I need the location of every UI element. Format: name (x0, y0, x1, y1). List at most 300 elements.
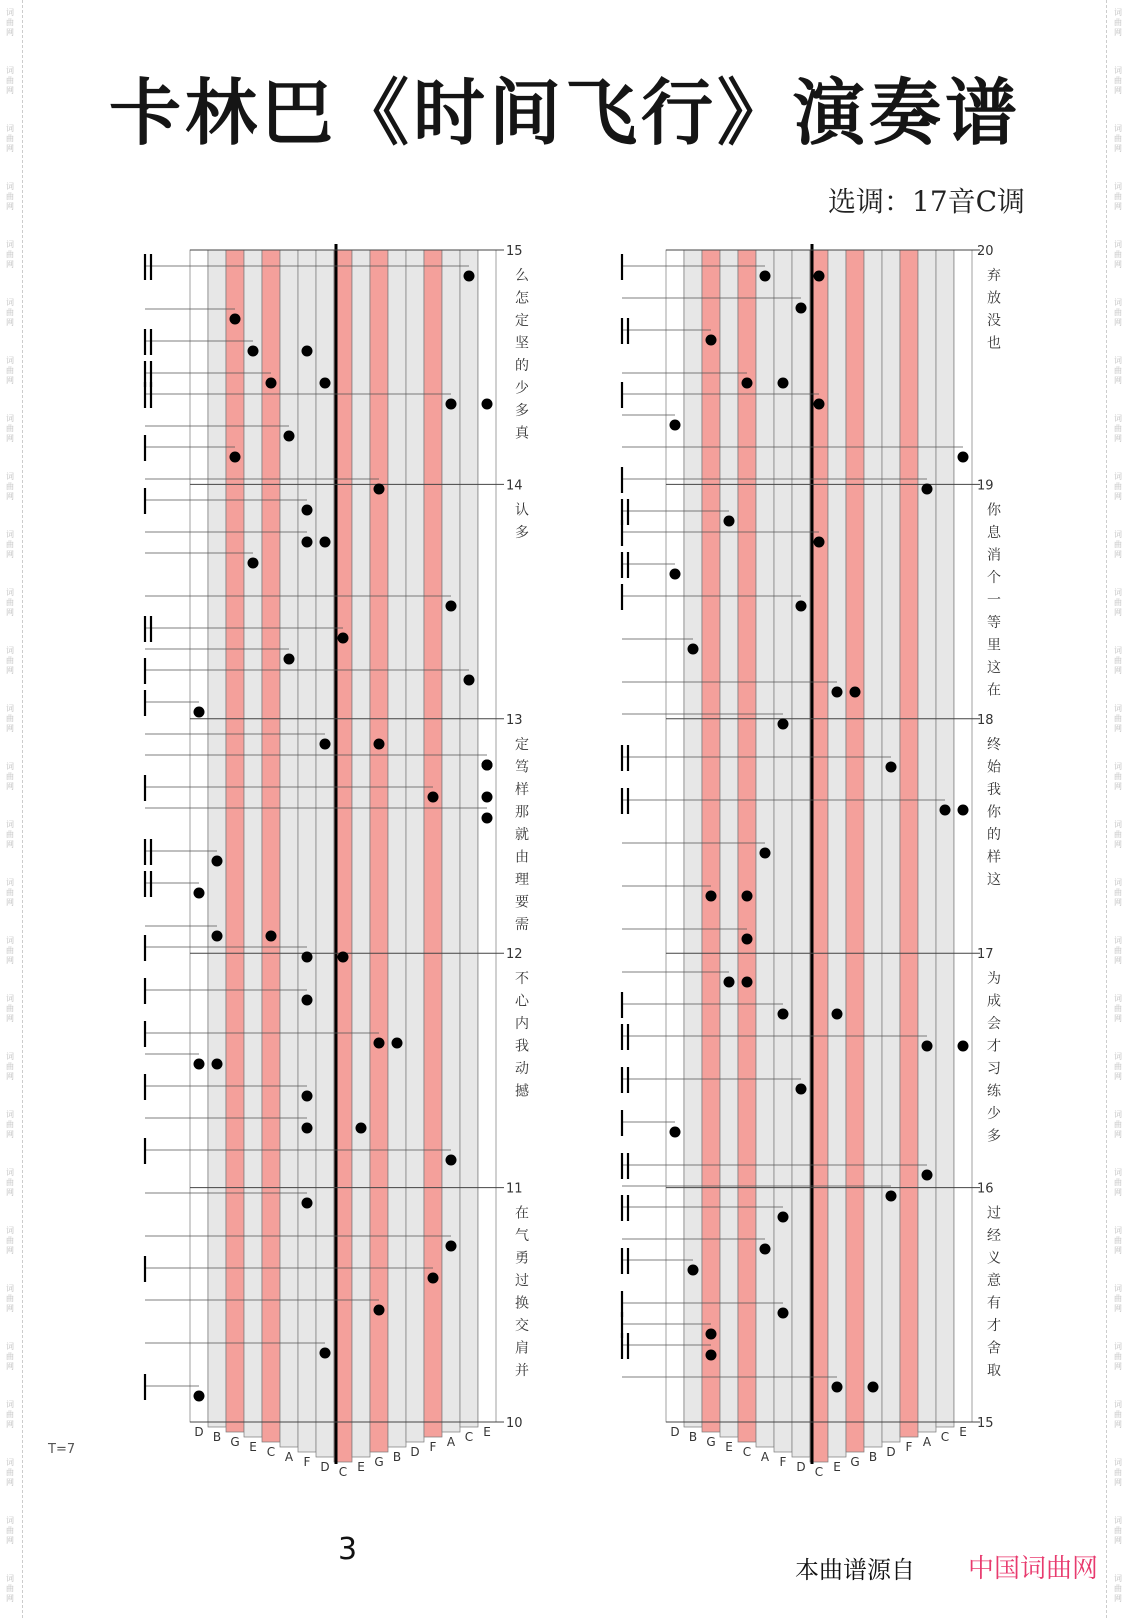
note-dot (796, 303, 807, 314)
note-dot (832, 1009, 843, 1020)
watermark-text: 词曲网 (1114, 66, 1122, 95)
lyric-char: 练 (987, 1083, 1001, 1100)
note-dot (356, 1123, 367, 1134)
lyric-char: 少 (515, 380, 529, 397)
note-dot (374, 1038, 385, 1049)
watermark-text: 词曲网 (1114, 588, 1122, 617)
key-label: C (940, 1430, 950, 1444)
watermark-text: 词曲网 (1114, 8, 1122, 37)
note-dot (248, 346, 259, 357)
note-dot (850, 687, 861, 698)
lyric-char: 样 (987, 849, 1001, 866)
lyric-char: 放 (987, 290, 1001, 307)
watermark-text: 词曲网 (1114, 414, 1122, 443)
note-dot (706, 335, 717, 346)
note-dot (392, 1038, 403, 1049)
note-dot (778, 1009, 789, 1020)
tine-column (370, 250, 388, 1452)
lyric-char: 经 (987, 1228, 1001, 1245)
lyric-char: 的 (515, 358, 529, 374)
lyric-char: 认 (515, 502, 529, 519)
key-label: C (266, 1445, 276, 1459)
tine-column (280, 250, 298, 1447)
note-dot (464, 271, 475, 282)
tine-column (442, 250, 460, 1432)
watermark-text: 词曲网 (1114, 1284, 1122, 1313)
lyric-char: 要 (515, 894, 529, 911)
key-label: G (374, 1455, 384, 1469)
note-dot (778, 1212, 789, 1223)
note-dot (320, 1348, 331, 1359)
note-dot (230, 314, 241, 325)
key-label: E (833, 1460, 841, 1474)
note-dot (886, 1191, 897, 1202)
tine-column (460, 250, 478, 1427)
key-label: B (212, 1430, 222, 1444)
right-dashed-border (1106, 0, 1107, 1618)
tempo-label: T=7 (48, 1442, 76, 1457)
lyric-char: 笃 (515, 759, 529, 776)
note-dot (338, 952, 349, 963)
note-dot (886, 762, 897, 773)
watermark-text: 词曲网 (1114, 182, 1122, 211)
key-label: G (706, 1435, 716, 1449)
lyric-char: 怎 (515, 290, 529, 307)
note-dot (778, 1308, 789, 1319)
watermark-text: 词曲网 (6, 1284, 14, 1313)
key-label: G (230, 1435, 240, 1449)
measure-number: 20 (977, 244, 994, 259)
lyric-char: 我 (515, 1038, 529, 1055)
tine-column (208, 250, 226, 1427)
watermark-text: 词曲网 (6, 1516, 14, 1545)
lyric-char: 成 (987, 993, 1001, 1010)
watermark-text: 词曲网 (1114, 1342, 1122, 1371)
note-dot (814, 537, 825, 548)
note-dot (778, 378, 789, 389)
key-label: F (429, 1440, 437, 1454)
note-dot (374, 1305, 385, 1316)
watermark-text: 词曲网 (6, 1342, 14, 1371)
lyric-char: 交 (515, 1318, 529, 1335)
lyric-char: 意 (987, 1273, 1001, 1290)
note-dot (320, 537, 331, 548)
watermark-text: 词曲网 (1114, 1110, 1122, 1139)
lyric-char: 并 (515, 1363, 529, 1380)
watermark-text: 词曲网 (1114, 820, 1122, 849)
watermark-text: 词曲网 (1114, 1574, 1122, 1603)
tine-column (792, 250, 810, 1457)
lyric-char: 为 (987, 971, 1001, 988)
measure-number: 11 (506, 1181, 523, 1197)
note-dot (212, 1059, 223, 1070)
note-dot (724, 516, 735, 527)
key-label: F (779, 1455, 787, 1469)
tine-column (720, 250, 738, 1437)
note-dot (814, 271, 825, 282)
note-dot (814, 399, 825, 410)
lyric-char: 动 (515, 1061, 529, 1078)
watermark-text: 词曲网 (1114, 646, 1122, 675)
lyric-char: 没 (987, 313, 1001, 329)
tine-column (954, 250, 972, 1422)
note-dot (302, 1198, 313, 1209)
watermark-text: 词曲网 (1114, 1052, 1122, 1081)
measure-number: 17 (977, 947, 994, 963)
note-dot (302, 995, 313, 1006)
lyric-char: 多 (515, 403, 529, 419)
watermark-text: 词曲网 (1114, 762, 1122, 791)
note-dot (760, 271, 771, 282)
lyric-char: 真 (515, 425, 529, 442)
watermark-text: 词曲网 (1114, 878, 1122, 907)
watermark-text: 词曲网 (6, 182, 14, 211)
watermark-text: 词曲网 (6, 472, 14, 501)
watermark-text: 词曲网 (1114, 994, 1122, 1023)
measure-number: 16 (977, 1181, 994, 1197)
lyric-char: 定 (515, 736, 529, 753)
lyric-char: 你 (987, 804, 1001, 821)
note-dot (482, 760, 493, 771)
lyric-char: 我 (987, 781, 1001, 798)
watermark-text: 词曲网 (1114, 1458, 1122, 1487)
key-label: A (446, 1435, 456, 1449)
tine-column (864, 250, 882, 1447)
lyric-char: 这 (987, 871, 1001, 888)
key-label: C (338, 1465, 348, 1479)
note-dot (464, 675, 475, 686)
note-dot (742, 891, 753, 902)
note-dot (428, 1273, 439, 1284)
note-dot (482, 399, 493, 410)
lyric-char: 多 (515, 524, 529, 541)
watermark-text: 词曲网 (1114, 1226, 1122, 1255)
watermark-text: 词曲网 (6, 240, 14, 269)
lyric-char: 过 (987, 1205, 1001, 1222)
note-dot (706, 891, 717, 902)
note-dot (482, 813, 493, 824)
lyric-char: 终 (987, 736, 1001, 753)
tine-column (406, 250, 424, 1442)
left-tablature (0, 0, 565, 1530)
right-watermark-strip (1108, 0, 1130, 1618)
tine-column (828, 250, 846, 1457)
note-dot (302, 537, 313, 548)
lyric-char: 由 (515, 849, 529, 866)
key-label: F (905, 1440, 913, 1454)
note-dot (446, 1241, 457, 1252)
lyric-char: 多 (987, 1128, 1001, 1145)
key-label: D (320, 1460, 330, 1474)
lyric-char: 不 (515, 971, 529, 988)
note-dot (670, 1127, 681, 1138)
note-dot (212, 856, 223, 867)
key-label: C (464, 1430, 474, 1444)
note-dot (922, 484, 933, 495)
key-label: G (850, 1455, 860, 1469)
watermark-text: 词曲网 (1114, 704, 1122, 733)
note-dot (284, 654, 295, 665)
lyric-char: 有 (987, 1295, 1001, 1312)
note-dot (302, 952, 313, 963)
lyric-char: 才 (987, 1038, 1001, 1055)
measure-number: 19 (977, 478, 994, 494)
watermark-text: 词曲网 (1114, 530, 1122, 559)
page-number: 3 (338, 1532, 358, 1567)
measure-number: 18 (977, 712, 994, 728)
lyric-char: 才 (987, 1318, 1001, 1335)
watermark-text: 词曲网 (6, 1052, 14, 1081)
lyric-char: 习 (987, 1061, 1001, 1078)
note-dot (958, 1041, 969, 1052)
note-dot (742, 378, 753, 389)
watermark-text: 词曲网 (6, 936, 14, 965)
lyric-char: 义 (987, 1250, 1001, 1267)
note-dot (230, 452, 241, 463)
key-label: B (392, 1450, 402, 1464)
note-dot (832, 687, 843, 698)
watermark-text: 词曲网 (6, 1400, 14, 1429)
tine-column (738, 250, 756, 1442)
note-dot (194, 707, 205, 718)
watermark-text: 词曲网 (6, 8, 14, 37)
lyric-char: 换 (515, 1295, 529, 1312)
lyric-char: 始 (987, 759, 1001, 776)
note-dot (338, 633, 349, 644)
note-dot (266, 931, 277, 942)
lyric-char: 撼 (515, 1083, 529, 1100)
watermark-text: 词曲网 (6, 414, 14, 443)
note-dot (922, 1170, 933, 1181)
watermark-text: 词曲网 (6, 994, 14, 1023)
lyric-char: 就 (515, 826, 529, 843)
lyric-char: 那 (515, 804, 529, 821)
watermark-text: 词曲网 (6, 1574, 14, 1603)
note-dot (760, 848, 771, 859)
note-dot (446, 399, 457, 410)
lyric-char: 消 (987, 547, 1001, 564)
tine-column (262, 250, 280, 1442)
note-dot (194, 1059, 205, 1070)
lyric-char: 需 (515, 916, 529, 933)
measure-number: 12 (506, 947, 523, 963)
key-label: C (814, 1465, 824, 1479)
lyric-char: 会 (987, 1016, 1001, 1033)
note-dot (706, 1350, 717, 1361)
tine-column (352, 250, 370, 1457)
watermark-text: 词曲网 (1114, 240, 1122, 269)
tine-column (774, 250, 792, 1452)
tine-column (702, 250, 720, 1432)
tine-column (244, 250, 262, 1437)
lyric-char: 也 (987, 335, 1001, 352)
lyric-char: 么 (515, 268, 529, 284)
note-dot (670, 569, 681, 580)
key-label: E (249, 1440, 257, 1454)
watermark-text: 词曲网 (1114, 356, 1122, 385)
key-label: C (742, 1445, 752, 1459)
watermark-text: 词曲网 (6, 1110, 14, 1139)
tine-column (936, 250, 954, 1427)
note-dot (302, 1091, 313, 1102)
key-label: E (483, 1425, 491, 1439)
lyric-char: 息 (987, 524, 1001, 541)
note-dot (302, 505, 313, 516)
tine-column (882, 250, 900, 1442)
note-dot (194, 1391, 205, 1402)
note-dot (446, 601, 457, 612)
lyric-char: 肩 (515, 1340, 529, 1357)
note-dot (446, 1155, 457, 1166)
page-title: 卡林巴《时间飞行》演奏谱 (108, 71, 1021, 155)
lyric-char: 弃 (987, 268, 1001, 284)
tine-column (388, 250, 406, 1447)
tine-column (298, 250, 316, 1452)
lyric-char: 理 (515, 871, 529, 888)
tine-column (918, 250, 936, 1432)
note-dot (688, 644, 699, 655)
note-dot (868, 1382, 879, 1393)
note-dot (922, 1041, 933, 1052)
watermark-text: 词曲网 (6, 1226, 14, 1255)
watermark-text: 词曲网 (6, 124, 14, 153)
lyric-char: 气 (515, 1228, 529, 1245)
note-dot (670, 420, 681, 431)
note-dot (796, 601, 807, 612)
key-label: D (886, 1445, 896, 1459)
note-dot (320, 739, 331, 750)
lyric-char: 过 (515, 1273, 529, 1290)
key-label: B (868, 1450, 878, 1464)
note-dot (742, 934, 753, 945)
note-dot (194, 888, 205, 899)
watermark-text: 词曲网 (6, 588, 14, 617)
note-dot (796, 1084, 807, 1095)
watermark-text: 词曲网 (6, 1458, 14, 1487)
measure-number: 15 (977, 1416, 994, 1431)
lyric-char: 内 (515, 1016, 529, 1033)
note-dot (742, 977, 753, 988)
watermark-text: 词曲网 (6, 704, 14, 733)
watermark-text: 词曲网 (1114, 124, 1122, 153)
watermark-text: 词曲网 (1114, 1400, 1122, 1429)
note-dot (320, 378, 331, 389)
lyric-char: 舍 (987, 1340, 1001, 1357)
lyric-char: 里 (987, 637, 1001, 654)
watermark-text: 词曲网 (6, 530, 14, 559)
key-label: D (670, 1425, 680, 1439)
note-dot (688, 1265, 699, 1276)
measure-number: 15 (506, 244, 523, 259)
key-label: E (357, 1460, 365, 1474)
watermark-text: 词曲网 (6, 878, 14, 907)
watermark-text: 词曲网 (1114, 298, 1122, 327)
note-dot (302, 346, 313, 357)
watermark-text: 词曲网 (6, 356, 14, 385)
watermark-text: 词曲网 (1114, 472, 1122, 501)
key-label: E (725, 1440, 733, 1454)
watermark-text: 词曲网 (1114, 936, 1122, 965)
watermark-text: 词曲网 (6, 298, 14, 327)
key-label: D (796, 1460, 806, 1474)
tine-column (316, 250, 334, 1457)
measure-number: 10 (506, 1416, 523, 1431)
lyric-char: 坚 (515, 335, 529, 352)
note-dot (832, 1382, 843, 1393)
note-dot (958, 452, 969, 463)
lyric-char: 等 (987, 614, 1001, 631)
note-dot (374, 484, 385, 495)
tine-column (684, 250, 702, 1427)
key-label: F (303, 1455, 311, 1469)
site-label: 中国词曲网 (968, 1554, 1099, 1584)
key-label: D (410, 1445, 420, 1459)
watermark-text: 词曲网 (6, 1168, 14, 1197)
lyric-char: 样 (515, 781, 529, 798)
note-dot (940, 805, 951, 816)
source-label: 本曲谱源自 (795, 1556, 915, 1584)
lyric-char: 个 (987, 569, 1001, 586)
note-dot (212, 931, 223, 942)
note-dot (958, 805, 969, 816)
tine-column (226, 250, 244, 1432)
measure-number: 14 (506, 478, 523, 494)
watermark-text: 词曲网 (6, 66, 14, 95)
lyric-char: 在 (515, 1205, 529, 1222)
lyric-char: 取 (987, 1363, 1001, 1380)
note-dot (284, 431, 295, 442)
lyric-char: 你 (987, 502, 1001, 519)
tine-column (478, 250, 496, 1422)
note-dot (760, 1244, 771, 1255)
tine-column (900, 250, 918, 1437)
lyric-char: 勇 (515, 1250, 529, 1267)
key-selection: 选调：17音C调 (828, 185, 1026, 218)
note-dot (778, 719, 789, 730)
watermark-text: 词曲网 (6, 762, 14, 791)
key-label: A (922, 1435, 932, 1449)
watermark-text: 词曲网 (6, 646, 14, 675)
measure-number: 13 (506, 712, 523, 728)
note-dot (374, 739, 385, 750)
tine-column (424, 250, 442, 1437)
note-dot (266, 378, 277, 389)
key-label: A (760, 1450, 770, 1464)
lyric-char: 的 (987, 826, 1001, 843)
key-label: E (959, 1425, 967, 1439)
note-dot (302, 1123, 313, 1134)
lyric-char: 心 (515, 993, 529, 1010)
watermark-text: 词曲网 (6, 820, 14, 849)
note-dot (248, 558, 259, 569)
key-label: D (194, 1425, 204, 1439)
note-dot (482, 792, 493, 803)
lyric-char: 在 (987, 682, 1001, 699)
note-dot (428, 792, 439, 803)
key-label: A (284, 1450, 294, 1464)
watermark-text: 词曲网 (1114, 1168, 1122, 1197)
lyric-char: 少 (987, 1106, 1001, 1123)
lyric-char: 一 (987, 592, 1001, 609)
lyric-char: 定 (515, 313, 529, 329)
note-dot (706, 1329, 717, 1340)
note-dot (724, 977, 735, 988)
right-tablature (565, 0, 1106, 1530)
lyric-char: 这 (987, 659, 1001, 676)
watermark-text: 词曲网 (1114, 1516, 1122, 1545)
tine-column (846, 250, 864, 1452)
key-label: B (688, 1430, 698, 1444)
